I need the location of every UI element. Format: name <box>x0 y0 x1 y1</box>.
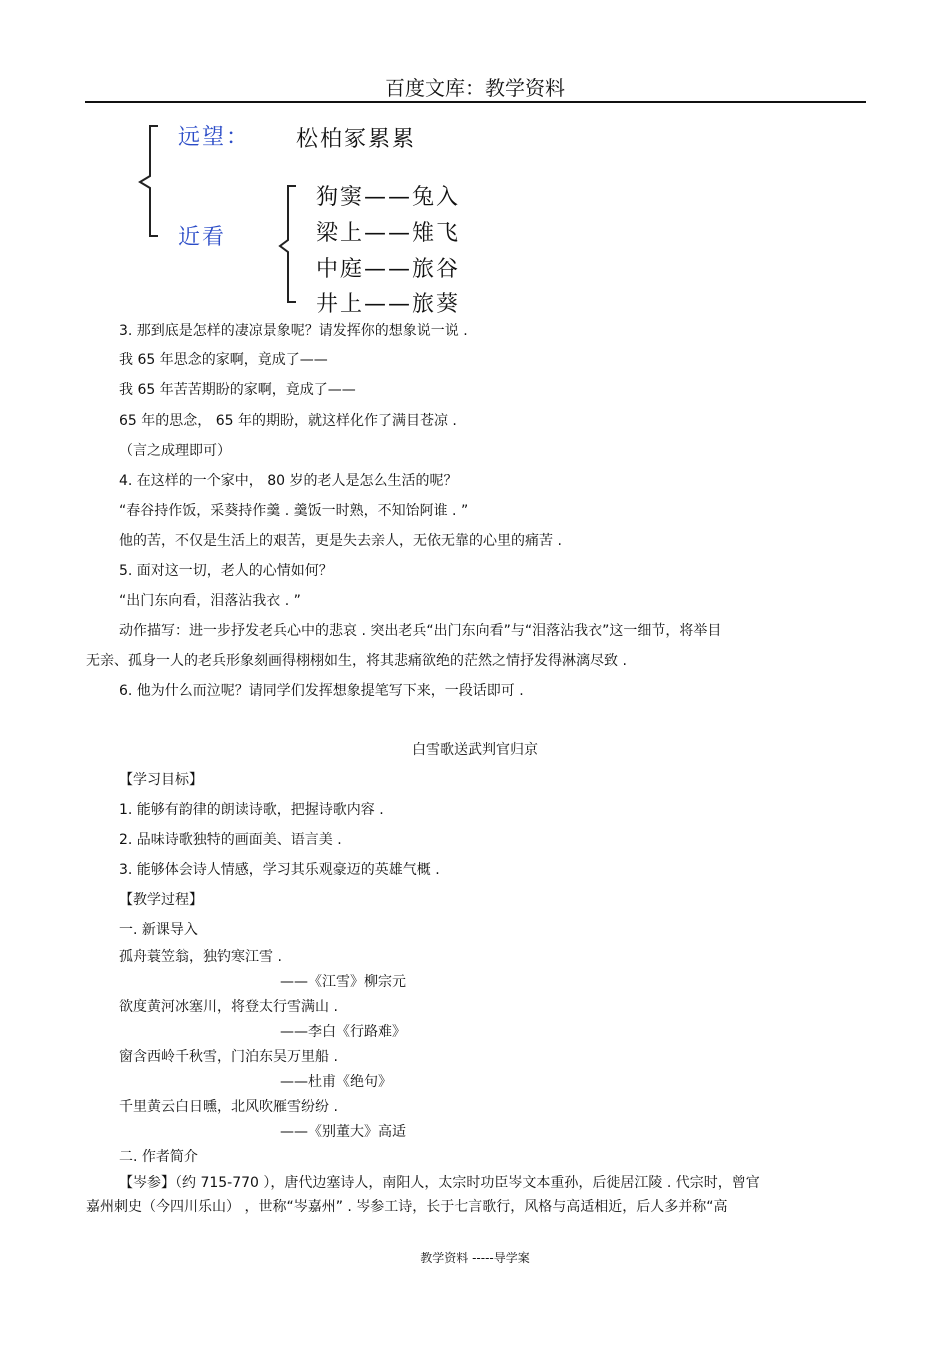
author-bio-line: 【岑参】（约 715-770 ），唐代边塞诗人，南阳人，太宗时功臣岑文本重孙，后徙居江陵 . 代宗时，曾官 <box>119 1175 760 1191</box>
analysis-line: 动作描写：进一步抒发老兵心中的悲哀 . 突出老兵“出门东向看”与“泪落沾我衣”这一细节，将举目 <box>119 623 722 639</box>
near-item: 梁上——雉飞 <box>316 221 461 246</box>
scene-diagram <box>130 116 550 316</box>
page-footer: 教学资料 -----导学案 <box>420 1251 530 1265</box>
poem-line: 欲度黄河冰塞川，将登太行雪满山 . <box>119 999 338 1015</box>
goal-item: 1. 能够有韵律的朗读诗歌，把握诗歌内容 . <box>119 802 384 818</box>
section-title: 白雪歌送武判官归京 <box>412 742 538 758</box>
question-6: 6. 他为什么而泣呢？请同学们发挥想象提笔写下来，一段话即可 . <box>119 683 524 699</box>
poem-source: ——杜甫《绝句》 <box>280 1074 392 1090</box>
poem-source: ——《江雪》柳宗元 <box>280 974 406 990</box>
poem-line: 孤舟蓑笠翁，独钓寒江雪 . <box>119 949 282 965</box>
near-item: 中庭——旅谷 <box>316 257 461 282</box>
answer-line: 我 65 年苦苦期盼的家啊，竟成了—— <box>119 382 356 398</box>
far-view-text: 松柏冢累累 <box>296 127 417 152</box>
poem-quote: “春谷持作饭，采葵持作羹 . 羹饭一时熟，不知饴阿谁 . ” <box>119 503 469 519</box>
goal-item: 3. 能够体会诗人情感，学习其乐观豪迈的英雄气概 . <box>119 862 440 878</box>
near-item: 井上——旅葵 <box>316 292 461 317</box>
goals-heading: 【学习目标】 <box>119 772 203 788</box>
poem-source: ——李白《行路难》 <box>280 1024 406 1040</box>
goal-item: 2. 品味诗歌独特的画面美、语言美 . <box>119 832 342 848</box>
intro-heading: 一. 新课导入 <box>119 922 198 938</box>
near-item: 狗窦——兔入 <box>316 185 461 210</box>
far-view-label: 远望： <box>178 125 251 150</box>
author-bio-line: 嘉州刺史（今四川乐山） ，世称“岑嘉州” . 岑参工诗，长于七言歌行，风格与高适相近，后人多并称“高 <box>86 1199 728 1215</box>
answer-line: 他的苦，不仅是生活上的艰苦，更是失去亲人，无依无靠的心里的痛苦 . <box>119 533 562 549</box>
answer-line: 65 年的思念， 65 年的期盼，就这样化作了满目苍凉 . <box>119 413 457 429</box>
answer-line: 我 65 年思念的家啊，竟成了—— <box>119 352 328 368</box>
poem-line: 窗含西岭千秋雪，门泊东吴万里船 . <box>119 1049 338 1065</box>
near-view-label: 近看 <box>178 225 227 250</box>
author-heading: 二. 作者简介 <box>119 1149 198 1165</box>
analysis-line: 无亲、孤身一人的老兵形象刻画得栩栩如生，将其悲痛欲绝的茫然之情抒发得淋漓尽致 . <box>86 653 627 669</box>
poem-line: 千里黄云白日曛，北风吹雁雪纷纷 . <box>119 1099 338 1115</box>
question-3: 3. 那到底是怎样的凄凉景象呢？请发挥你的想象说一说 . <box>119 323 468 339</box>
poem-source: ——《别董大》高适 <box>280 1124 406 1140</box>
header-rule <box>85 101 866 103</box>
page-header-title: 百度文库：教学资料 <box>385 76 565 100</box>
process-heading: 【教学过程】 <box>119 892 203 908</box>
question-4: 4. 在这样的一个家中， 80 岁的老人是怎么生活的呢？ <box>119 473 458 489</box>
poem-quote: “出门东向看，泪落沾我衣 . ” <box>119 593 301 609</box>
answer-note: （言之成理即可） <box>119 443 231 459</box>
question-5: 5. 面对这一切，老人的心情如何？ <box>119 563 333 579</box>
